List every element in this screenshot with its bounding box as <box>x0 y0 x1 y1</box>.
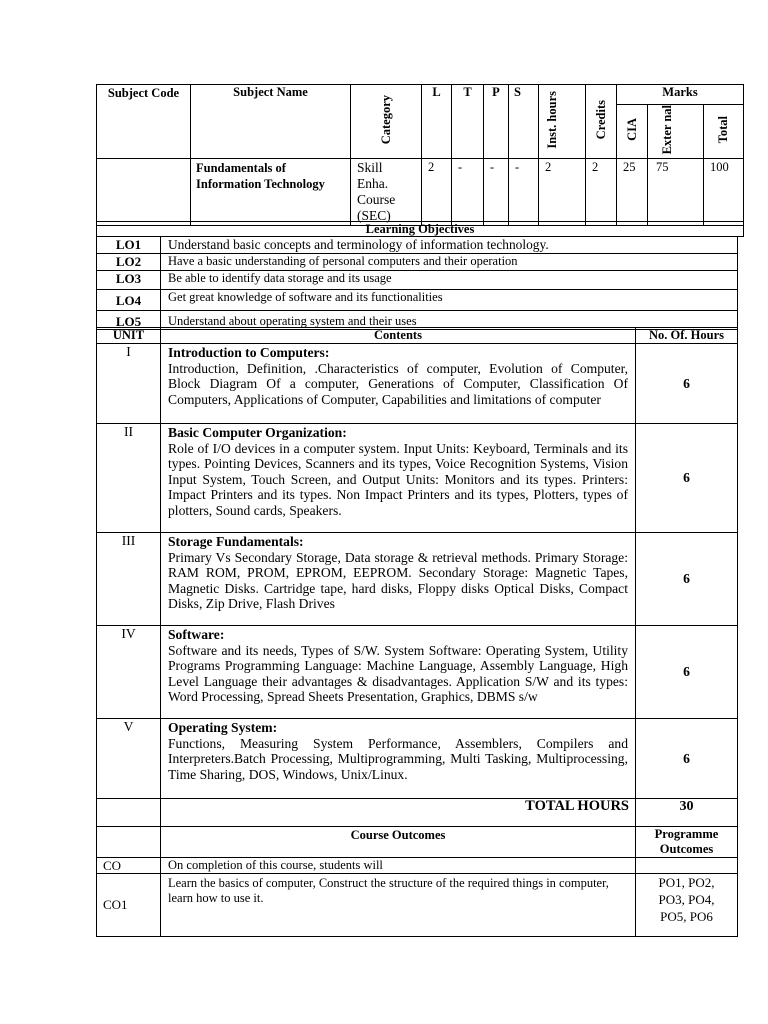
unit-number: IV <box>97 626 161 719</box>
subject-header-table <box>96 84 744 226</box>
co-po: PO1, PO2, PO3, PO4, PO5, PO6 <box>636 874 738 937</box>
subject-name-header: Subject Name <box>191 85 351 159</box>
lo-id: LO4 <box>97 290 161 311</box>
s-cell: - <box>509 159 539 226</box>
co-intro-po-cell <box>636 858 738 874</box>
unit-number: II <box>97 424 161 533</box>
co-label: CO <box>97 858 161 874</box>
l-header: L <box>422 85 452 159</box>
unit-hours: 6 <box>636 626 738 719</box>
external-header: Exter nal <box>648 105 704 159</box>
unit-body: Functions, Measuring System Performance, Assemblers, Compilers and Interpreters.Batch Processing, Multiprogramming, Multi Tasking, Multiprocessing, Time Sharing, DOS, Windows, Unix/Linux. <box>168 735 628 782</box>
t-header: T <box>452 85 484 159</box>
co-intro: On completion of this course, students will <box>161 858 636 874</box>
unit-title: Software: <box>168 627 225 642</box>
credits-cell: 2 <box>586 159 617 226</box>
unit-title: Introduction to Computers: <box>168 345 330 360</box>
learning-objectives-table <box>96 236 738 330</box>
cia-cell: 25 <box>617 159 648 226</box>
lo-id: LO2 <box>97 254 161 271</box>
subject-name-cell: Fundamentals of Information Technology <box>191 159 351 226</box>
unit-content <box>161 344 636 424</box>
marks-header: Marks <box>617 85 744 105</box>
unit-body: Primary Vs Secondary Storage, Data storage & retrieval methods. Primary Storage: RAM ROM, PROM, EPROM, EEPROM. Secondary Storage: Magnetic Tapes, Magnetic Disks. Cartridge tape, hard disks, Floppy disks Optical Disks, Compact Disks, Zip Drive, Flash Drives <box>168 549 628 611</box>
inst-hours-cell: 2 <box>539 159 586 226</box>
unit-hours: 6 <box>636 719 738 799</box>
lo-text: Have a basic understanding of personal computers and their operation <box>161 254 738 271</box>
lo-text: Be able to identify data storage and its usage <box>161 271 738 290</box>
unit-header: UNIT <box>97 328 161 344</box>
credits-header: Credits <box>586 85 617 159</box>
unit-title: Operating System: <box>168 720 278 735</box>
contents-header: Contents <box>161 328 636 344</box>
unit-content <box>161 533 636 626</box>
course-outcomes-header: Course Outcomes <box>161 827 636 858</box>
total-cell: 100 <box>704 159 744 226</box>
unit-number: V <box>97 719 161 799</box>
unit-hours: 6 <box>636 533 738 626</box>
outcomes-blank-cell <box>97 827 161 858</box>
inst-hours-header: Inst. hours <box>539 85 586 159</box>
unit-body: Role of I/O devices in a computer system. Input Units: Keyboard, Terminals and its types. Pointing Devices, Scanners and its types, Voice Recognition Systems, Vision Input System, Touch Screen, and Output Units: Monitors and its types. Printers: Impact Printers and its types. Non Impact Printers and its types, Plotters, types of plotters, Sound cards, Speakers. <box>168 440 628 518</box>
category-cell: Skill Enha. Course (SEC) <box>351 159 422 226</box>
total-unit-cell <box>97 799 161 827</box>
total-hours-value: 30 <box>636 799 738 827</box>
unit-hours: 6 <box>636 424 738 533</box>
unit-number: III <box>97 533 161 626</box>
unit-hours: 6 <box>636 344 738 424</box>
lo-id: LO3 <box>97 271 161 290</box>
co-text: Learn the basics of computer, Construct the structure of the required things in computer, learn how to use it. <box>161 874 636 937</box>
unit-body: Introduction, Definition, .Characteristics of computer, Evolution of Computer, Block Diagram Of a computer, Generations of Computer, Classification Of Computers, Applications of Computer, Capabilities and limitations of computer <box>168 360 628 407</box>
unit-content <box>161 719 636 799</box>
total-header: Total <box>704 105 744 159</box>
unit-number: I <box>97 344 161 424</box>
contents-table <box>96 327 738 937</box>
subject-code-header: Subject Code <box>97 85 191 159</box>
lo-id: LO5 <box>97 311 161 330</box>
lo-text: Understand about operating system and their uses <box>161 311 738 330</box>
lo-text: Understand basic concepts and terminology of information technology. <box>161 237 738 254</box>
t-cell: - <box>452 159 484 226</box>
category-header: Category <box>351 85 422 159</box>
co-id: CO1 <box>97 874 161 937</box>
subject-code-cell <box>97 159 191 226</box>
s-header: S <box>509 85 539 159</box>
programme-outcomes-header: Programme Outcomes <box>636 827 738 858</box>
cia-header: CIA <box>617 105 648 159</box>
hours-header: No. Of. Hours <box>636 328 738 344</box>
total-hours-label: TOTAL HOURS <box>161 799 636 827</box>
l-cell: 2 <box>422 159 452 226</box>
learning-objectives-title: Learning Objectives <box>96 221 744 237</box>
unit-content <box>161 626 636 719</box>
lo-id: LO1 <box>97 237 161 254</box>
p-header: P <box>484 85 509 159</box>
external-cell: 75 <box>648 159 704 226</box>
p-cell: - <box>484 159 509 226</box>
unit-content <box>161 424 636 533</box>
lo-text: Get great knowledge of software and its functionalities <box>161 290 738 311</box>
unit-body: Software and its needs, Types of S/W. System Software: Operating System, Utility Programs Programming Language: Machine Language, Assembly Language, High Level Language their advantages & disadvantages. Application S/W and its types: Word Processing, Spread Sheets Presentation, Graphics, DBMS s/w <box>168 642 628 704</box>
unit-title: Basic Computer Organization: <box>168 425 347 440</box>
unit-title: Storage Fundamentals: <box>168 534 304 549</box>
